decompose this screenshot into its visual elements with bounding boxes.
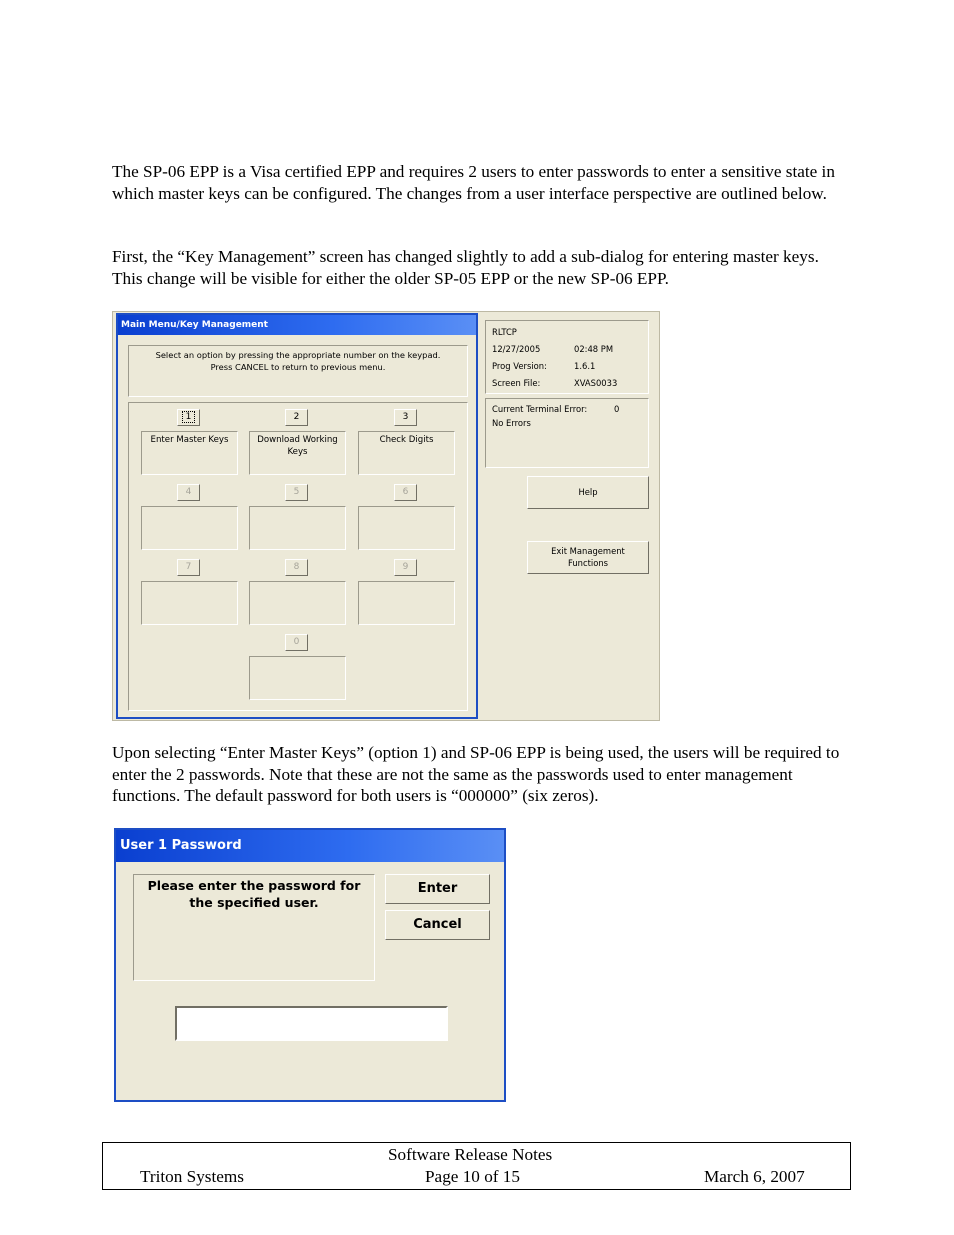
page-footer xyxy=(102,1142,851,1190)
exit-label-line-1: Exit Management xyxy=(551,546,625,556)
password-input[interactable] xyxy=(175,1006,448,1041)
password-dialog xyxy=(114,828,506,1102)
option-3-label: Check Digits xyxy=(358,431,455,475)
option-8-button[interactable] xyxy=(285,559,308,576)
option-number: 0 xyxy=(293,637,300,647)
terminal-info-panel xyxy=(485,320,649,394)
option-6-label xyxy=(358,506,455,550)
footer-doc-title: Software Release Notes xyxy=(388,1145,553,1164)
option-6-button[interactable] xyxy=(394,484,417,501)
option-number: 5 xyxy=(293,487,300,497)
instruction-line-1: Select an option by pressing the appropriate number on the keypad. xyxy=(155,350,441,360)
option-3-button[interactable] xyxy=(394,409,417,426)
instruction-box xyxy=(128,345,468,397)
footer-page-number: Page 10 of 15 xyxy=(425,1167,520,1186)
option-1-button[interactable] xyxy=(177,409,200,426)
error-message: No Errors xyxy=(492,418,531,428)
option-7-label xyxy=(141,581,238,625)
option-number: 7 xyxy=(185,562,192,572)
error-code: 0 xyxy=(614,404,620,414)
exit-management-button[interactable] xyxy=(527,541,649,574)
option-number: 4 xyxy=(185,487,192,497)
option-number: 8 xyxy=(293,562,300,572)
instruction-line-2: Press CANCEL to return to previous menu. xyxy=(210,362,386,372)
exit-label-line-2: Functions xyxy=(568,558,608,568)
option-4-button[interactable] xyxy=(177,484,200,501)
option-0-button[interactable] xyxy=(285,634,308,651)
intro-paragraph: The SP-06 EPP is a Visa certified EPP and requires 2 users to enter passwords to enter a sensitive state in which master keys can be configured. The changes from a user interface perspective are outlined below. xyxy=(112,162,835,203)
window-title: Main Menu/Key Management xyxy=(118,315,476,335)
option-1-label: Enter Master Keys xyxy=(141,431,238,475)
footer-date: March 6, 2007 xyxy=(704,1167,805,1186)
option-9-label xyxy=(358,581,455,625)
key-management-window xyxy=(116,313,478,719)
option-5-button[interactable] xyxy=(285,484,308,501)
prog-version-label: Prog Version: xyxy=(492,361,547,371)
footer-company: Triton Systems xyxy=(140,1167,244,1186)
option-2-button[interactable] xyxy=(285,409,308,426)
option-9-button[interactable] xyxy=(394,559,417,576)
help-button[interactable]: Help xyxy=(527,476,649,509)
option-number: 1 xyxy=(183,412,195,422)
option-7-button[interactable] xyxy=(177,559,200,576)
cancel-button[interactable]: Cancel xyxy=(385,910,490,940)
option-8-label xyxy=(249,581,346,625)
dialog-instruction: Please enter the password for the specified user. xyxy=(133,874,375,981)
error-label: Current Terminal Error: xyxy=(492,404,588,414)
option-5-label xyxy=(249,506,346,550)
key-management-screenshot xyxy=(112,311,660,721)
option-number: 3 xyxy=(402,412,409,422)
error-panel xyxy=(485,398,649,468)
option-4-label xyxy=(141,506,238,550)
terminal-id: RLTCP xyxy=(492,327,517,337)
options-grid xyxy=(128,402,468,711)
option-number: 2 xyxy=(293,412,300,422)
option-number: 6 xyxy=(402,487,409,497)
dialog-title: User 1 Password xyxy=(116,830,504,862)
option-0-label xyxy=(249,656,346,700)
option-2-label: Download Working Keys xyxy=(249,431,346,475)
password-paragraph: Upon selecting “Enter Master Keys” (option 1) and SP-06 EPP is being used, the users will be required to enter the 2 passwords. Note that these are not the same as the passwords used to enter management functions. The default password for both users is “000000” (six zeros). xyxy=(112,743,840,805)
screen-file-label: Screen File: xyxy=(492,378,541,388)
status-date: 12/27/2005 xyxy=(492,344,541,354)
enter-button[interactable]: Enter xyxy=(385,874,490,904)
screen-file-value: XVAS0033 xyxy=(574,378,618,388)
status-time: 02:48 PM xyxy=(574,344,614,354)
prog-version-value: 1.6.1 xyxy=(574,361,596,371)
option-number: 9 xyxy=(402,562,409,572)
password-dialog-screenshot xyxy=(112,828,506,1102)
key-management-paragraph: First, the “Key Management” screen has changed slightly to add a sub-dialog for entering master keys. This change will be visible for either the older SP-05 EPP or the new SP-06 EPP. xyxy=(112,247,819,288)
